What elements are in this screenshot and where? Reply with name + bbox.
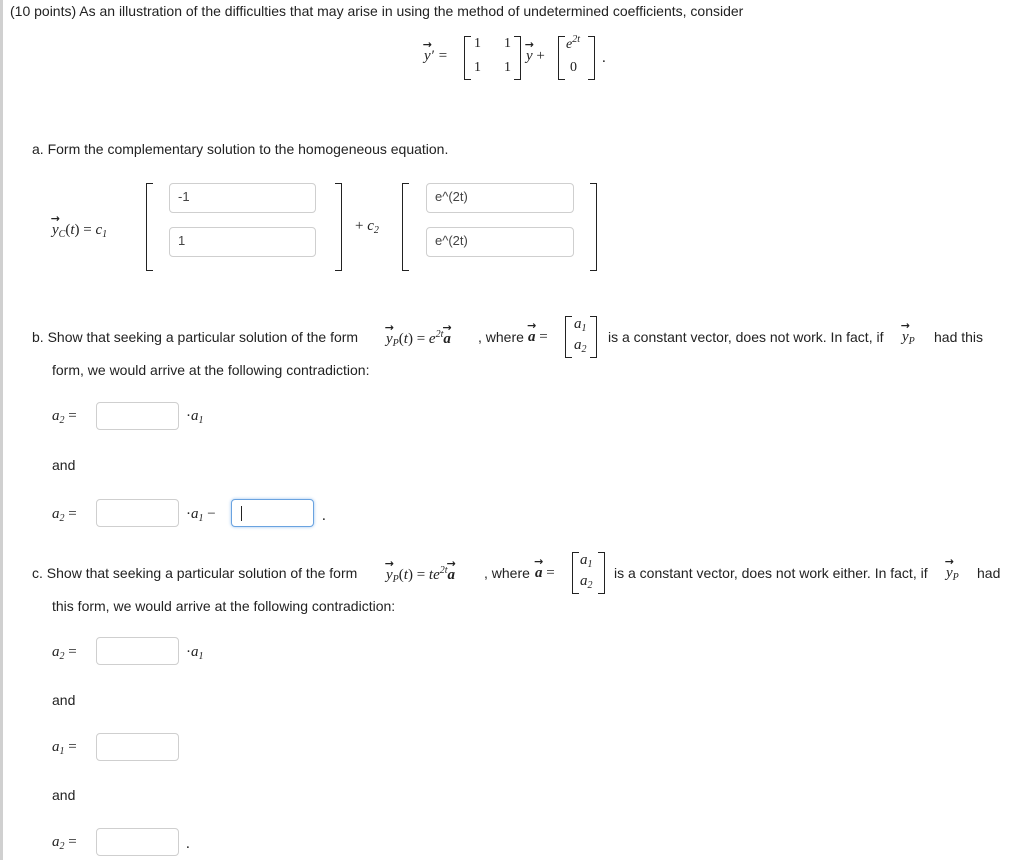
part-b-prompt: b. Show that seeking a particular solution of the form → $y_P(t) = e^{2t}\to a$ , where → a = $a_1$ $a_2$ is a constant vector, does not work. In fact, if → $y_P$ had this [32, 316, 1022, 356]
left-border [0, 0, 3, 860]
b-a2-label-2: $a_2$ = [52, 506, 77, 524]
c-and-1: and [52, 692, 76, 708]
c-a1-input[interactable] [96, 733, 179, 761]
text-cursor [241, 506, 242, 521]
b-period: . [322, 508, 326, 524]
c-a2-label-1: $a_2$ = [52, 644, 77, 662]
c-coef-input-1[interactable] [96, 637, 179, 665]
bracket-left-2 [402, 183, 409, 271]
b-constant-input[interactable] [231, 499, 314, 527]
b-coef-input-2[interactable] [96, 499, 179, 527]
v1-bottom-input[interactable]: 1 [169, 227, 316, 257]
v1-top-input[interactable]: -1 [169, 183, 316, 213]
b-and: and [52, 457, 76, 473]
system-equation: → y′ = 1 1 1 1 → y + $e^{2t}$ 0 . [418, 30, 618, 85]
c-times-a1: $\cdot a_1$ [186, 644, 204, 662]
c-a2-input[interactable] [96, 828, 179, 856]
c-and-2: and [52, 787, 76, 803]
bracket-right-2 [590, 183, 597, 271]
part-a-prompt: a. Form the complementary solution to the homogeneous equation. [32, 141, 449, 157]
c-period: . [186, 836, 190, 852]
plus-c2-label: + $c_2$ [355, 218, 379, 236]
b-a2-label-1: $a_2$ = [52, 408, 77, 426]
bracket-right-1 [335, 183, 342, 271]
problem-header: (10 points) As an illustration of the difficulties that may arise in using the method of undetermined coefficients, consider [10, 3, 744, 19]
yc-label: → $y_C(t) = c_1$ [52, 222, 107, 240]
v2-top-input[interactable]: e^(2t) [426, 183, 574, 213]
b-times-a1-1: $\cdot a_1$ [186, 408, 204, 426]
part-b-line2: form, we would arrive at the following contradiction: [52, 362, 370, 378]
part-c-line2: this form, we would arrive at the following contradiction: [52, 598, 396, 614]
c-a1-label: $a_1$ = [52, 739, 77, 757]
bracket-left-1 [146, 183, 153, 271]
part-c-prompt: c. Show that seeking a particular solution of the form → $y_P(t) = te^{2t}\to a$ , where → a = $a_1$ $a_2$ is a constant vector, does not work either. In fact, if → $y_P$ had [32, 552, 1022, 592]
b-coef-input-1[interactable] [96, 402, 179, 430]
c-a2-label-2: $a_2$ = [52, 834, 77, 852]
b-times-a1-minus: $\cdot a_1$ − [186, 506, 216, 524]
v2-bottom-input[interactable]: e^(2t) [426, 227, 574, 257]
